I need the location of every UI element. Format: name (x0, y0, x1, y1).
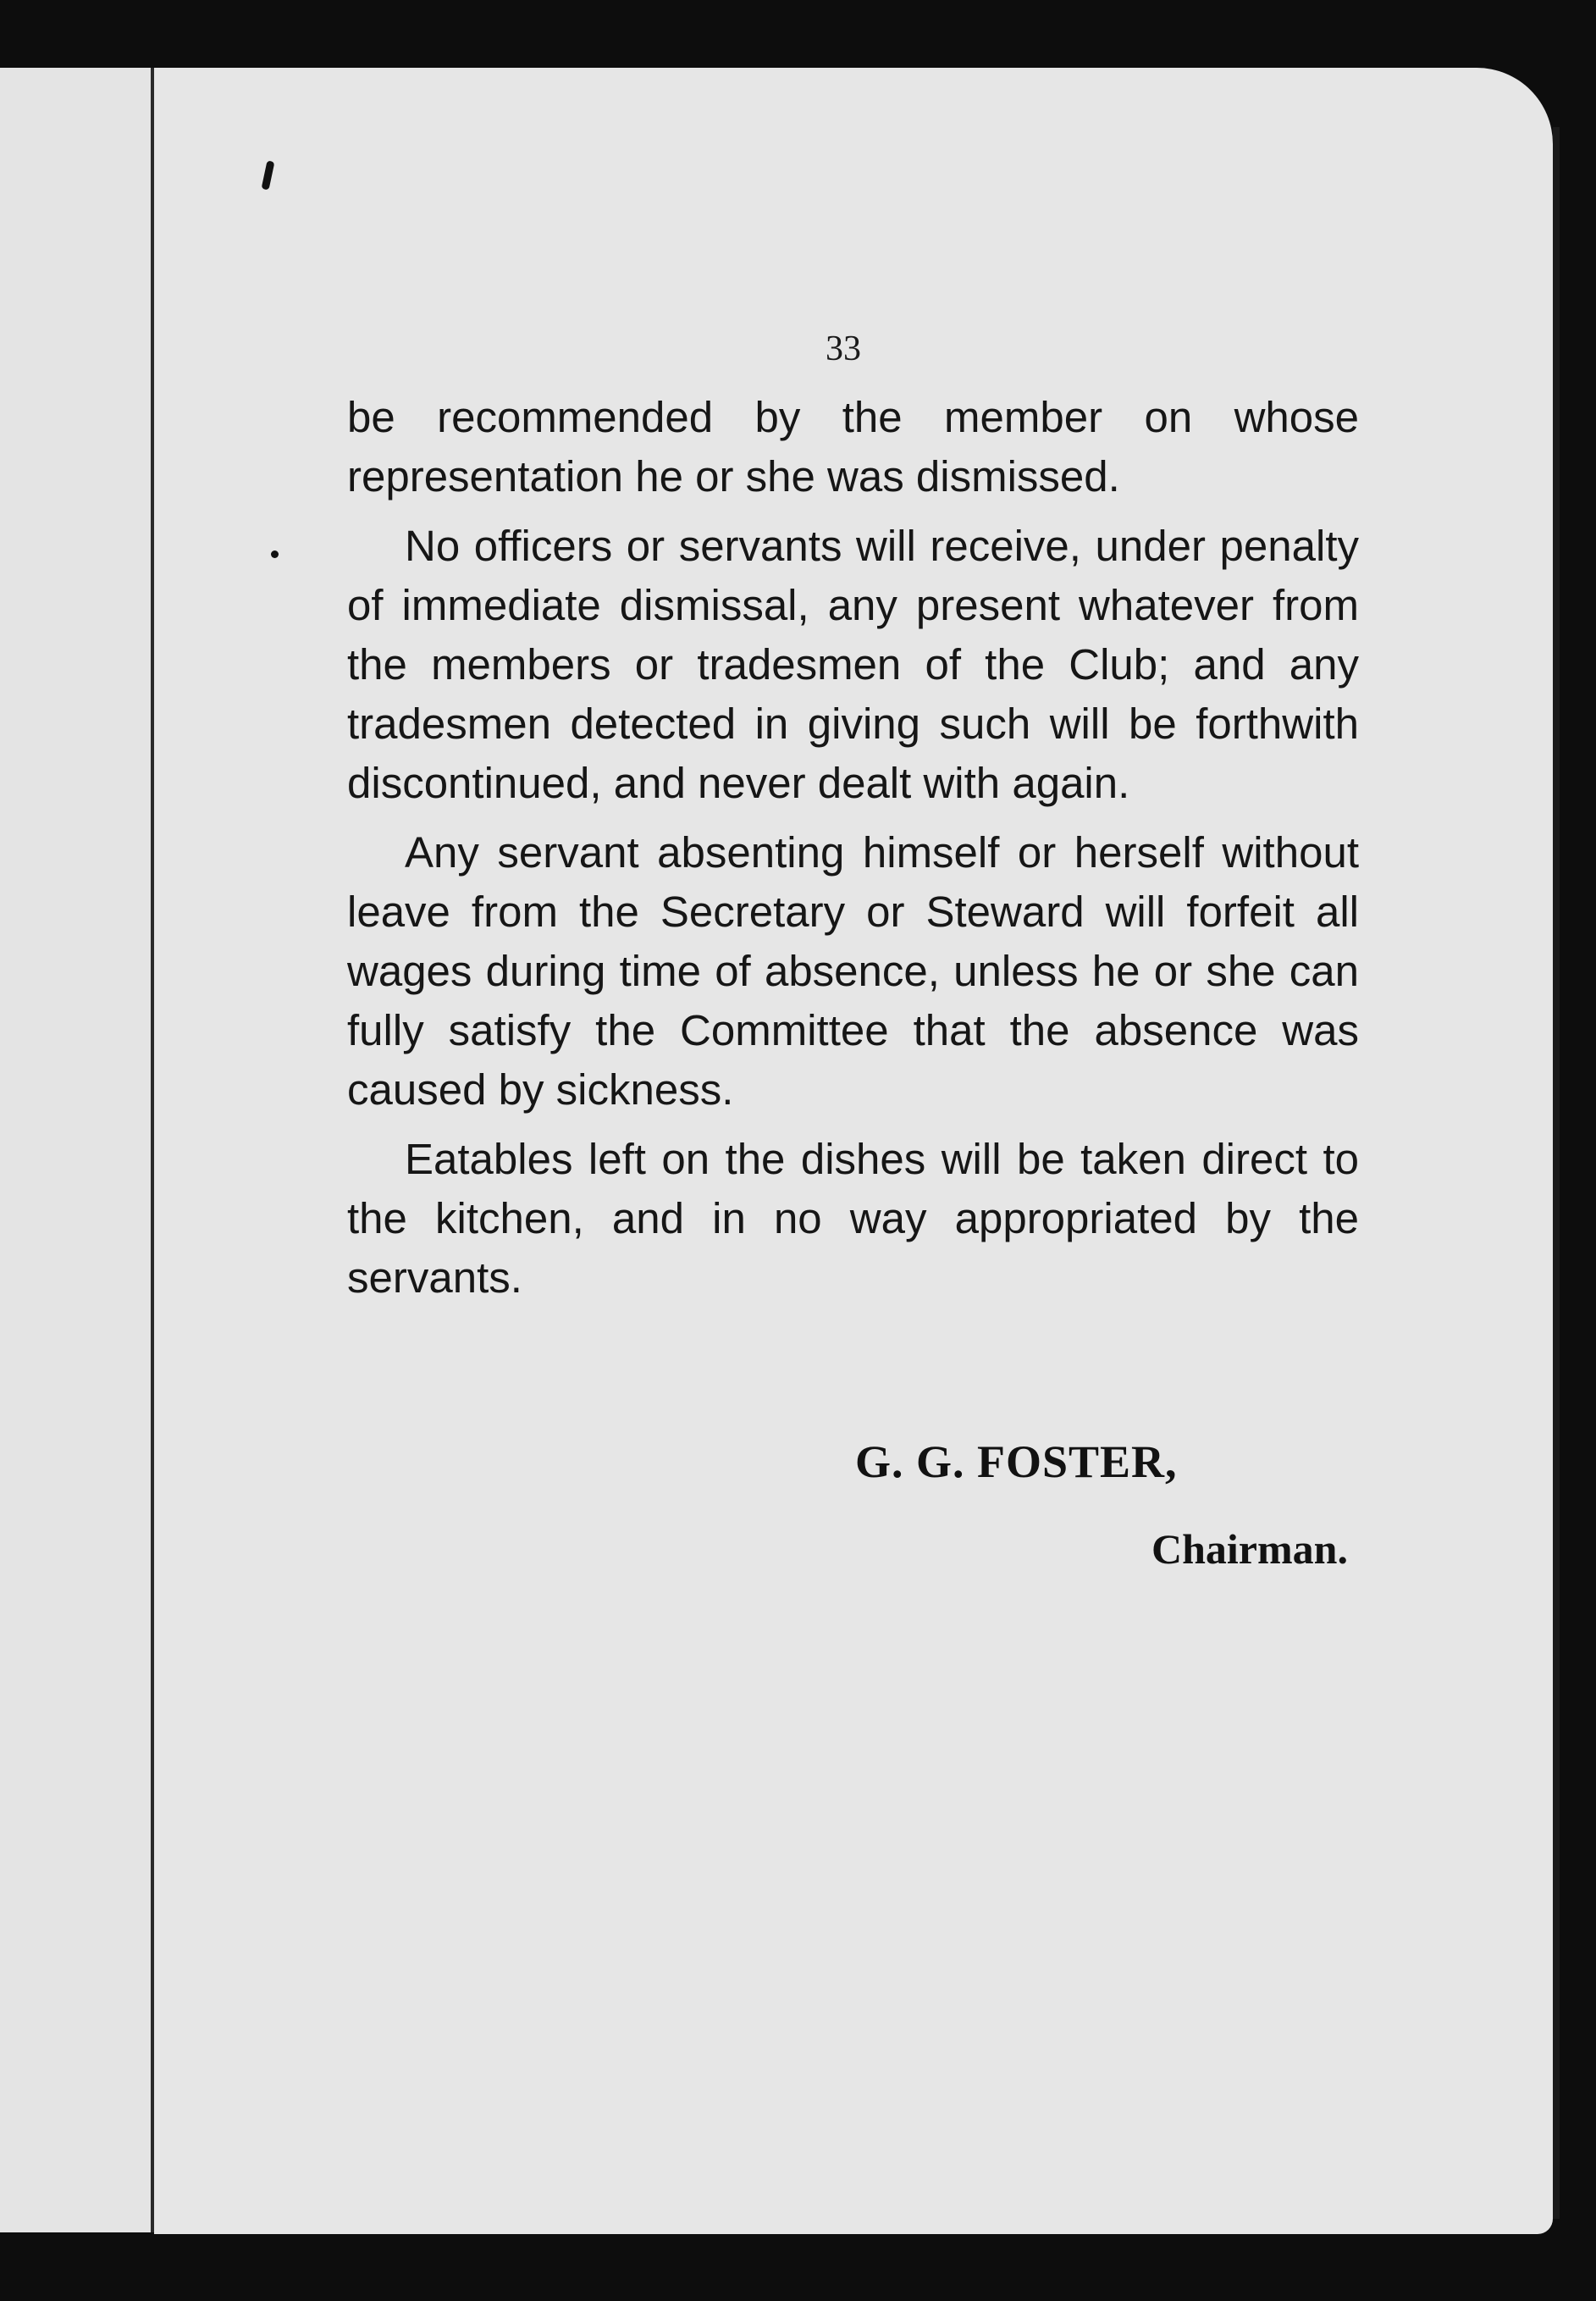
signatory-name: G. G. FOSTER, (855, 1436, 1178, 1487)
signatory-title: Chairman. (1151, 1525, 1348, 1573)
page-shadow-edge (1553, 127, 1560, 2219)
facing-page-edge (0, 68, 154, 2232)
scan-speck (271, 550, 279, 558)
paragraph-absence-rule: Any servant absenting himself or herself without leave from the Secretary or Steward will forfeit all wages during time of absence, unless he or she can fully satisfy the Committee that the absence was caused by sickness. (347, 828, 1359, 1114)
page-number: 33 (826, 329, 861, 368)
paragraph-eatables-rule: Eatables left on the dishes will be taken direct to the kitchen, and in no way appropriated by the servants. (347, 1135, 1359, 1302)
paragraph-presents-rule: No officers or servants will receive, under penalty of immediate dismissal, any present whatever from the members or tradesmen of the Club; and any tradesmen detected in giving such will be forthwith discontinued, and never dealt with again. (347, 522, 1359, 807)
paragraph-continuation: be recommended by the member on whose representation he or she was dismissed. (347, 393, 1359, 501)
page-body (347, 388, 1359, 1318)
